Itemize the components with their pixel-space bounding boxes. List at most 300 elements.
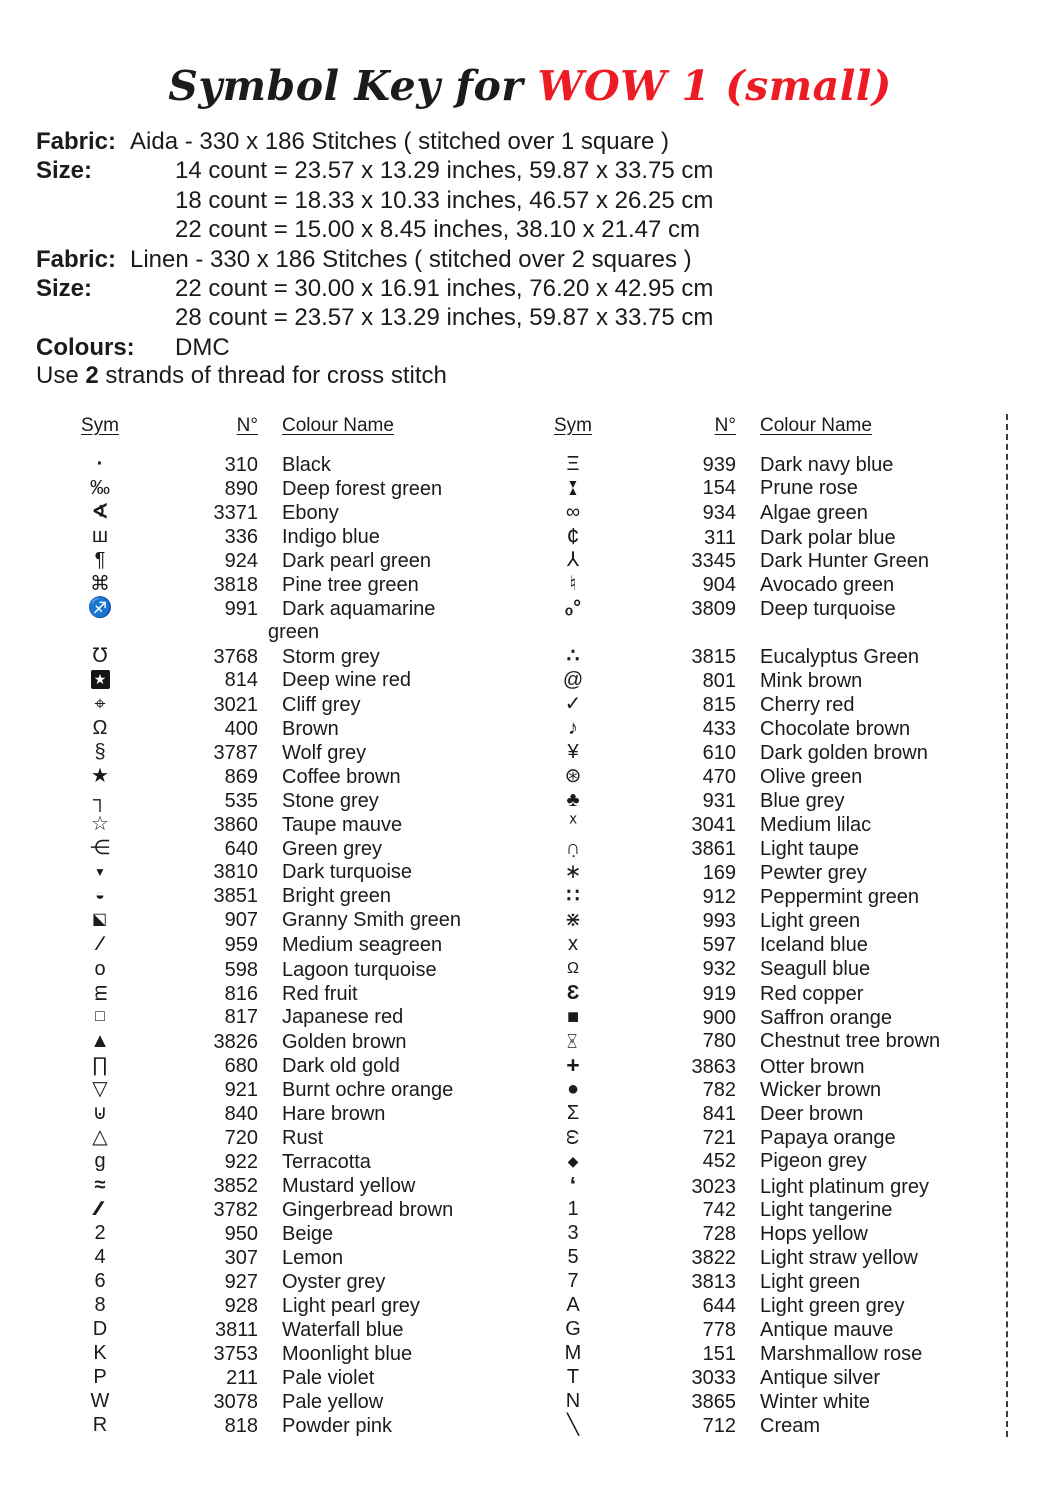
stitch-symbol: M xyxy=(564,1342,582,1365)
stitch-symbol: ● xyxy=(566,1077,580,1100)
dmc-number: 3863 xyxy=(691,1055,736,1078)
stitch-symbol: § xyxy=(94,741,106,764)
dmc-number: 950 xyxy=(224,1223,258,1246)
stitch-symbol: o xyxy=(94,957,106,980)
stitch-symbol: ┐ xyxy=(92,789,108,812)
stitch-symbol: m xyxy=(88,984,111,1001)
colour-name: Bright green xyxy=(282,885,391,908)
dmc-number: 597 xyxy=(702,934,736,957)
stitch-symbol: Ω xyxy=(92,717,108,740)
table-row xyxy=(535,692,1006,716)
colour-name: Light platinum grey xyxy=(760,1175,929,1198)
colour-name: Papaya orange xyxy=(760,1126,896,1149)
colour-name: Light green xyxy=(760,910,861,933)
colour-name: Dark polar blue xyxy=(760,526,896,549)
dmc-number: 400 xyxy=(224,718,258,741)
dmc-number: 3860 xyxy=(213,814,258,837)
table-row xyxy=(535,981,1006,1005)
colour-name: Chestnut tree brown xyxy=(760,1029,941,1052)
dmc-number: 931 xyxy=(702,790,736,813)
dmc-number: 3345 xyxy=(691,549,736,572)
stitch-symbol: ⊍ xyxy=(92,1101,108,1124)
colour-name: Gingerbread brown xyxy=(282,1199,454,1221)
colour-name: Algae green xyxy=(760,501,868,524)
stitch-symbol: ⌖ xyxy=(94,693,106,716)
stitch-symbol: ¢ xyxy=(566,522,580,549)
key-column-left xyxy=(60,414,522,1437)
spec-text: DMC xyxy=(175,333,230,361)
stitch-symbol: △ xyxy=(92,1125,108,1148)
stitch-symbol: ♐ xyxy=(87,596,113,619)
table-row xyxy=(60,884,522,908)
column-header-no: N° xyxy=(236,415,258,436)
dmc-number: 817 xyxy=(224,1005,258,1028)
stitch-symbol: ℧ xyxy=(92,644,108,667)
stitch-symbol: Ɛ xyxy=(566,981,580,1004)
table-row xyxy=(535,764,1006,788)
stitch-symbol: ∢ xyxy=(91,500,109,523)
dmc-number: 169 xyxy=(702,862,736,885)
stitch-symbol: ♮ xyxy=(569,572,577,595)
dmc-number: 336 xyxy=(224,525,258,548)
table-row xyxy=(535,476,1006,500)
colour-name: Mustard yellow xyxy=(282,1174,416,1197)
dmc-number: 3033 xyxy=(691,1367,736,1390)
table-row xyxy=(60,1245,522,1269)
title-text: Symbol Key for xyxy=(168,62,524,110)
dmc-number: 869 xyxy=(224,766,258,789)
colour-name: Powder pink xyxy=(282,1415,393,1438)
colour-name: Eucalyptus Green xyxy=(760,645,919,668)
colour-name: Red fruit xyxy=(282,982,358,1005)
colour-name: Pale violet xyxy=(282,1367,375,1390)
table-row xyxy=(60,716,522,740)
stitch-symbol: R xyxy=(92,1414,108,1437)
colour-name: Light tangerine xyxy=(760,1199,893,1221)
stitch-symbol: 5 xyxy=(567,1246,579,1269)
stitch-symbol: ■ xyxy=(566,1005,580,1028)
table-row xyxy=(535,1221,1006,1245)
table-row xyxy=(535,740,1006,764)
table-row xyxy=(535,1101,1006,1125)
stitch-symbol: ◪ xyxy=(92,911,108,929)
table-row xyxy=(60,1029,522,1053)
key-column-right xyxy=(535,414,1008,1437)
table-row xyxy=(535,1341,1006,1365)
table-row xyxy=(60,452,522,476)
column-header-sym: Sym xyxy=(554,415,592,436)
dmc-number: 535 xyxy=(224,790,258,813)
dmc-number: 610 xyxy=(702,742,736,765)
stitch-symbol: ¥ xyxy=(567,741,579,764)
table-row xyxy=(535,1149,1006,1173)
colour-name: Golden brown xyxy=(282,1030,407,1053)
dmc-number: 904 xyxy=(702,573,736,596)
table-row xyxy=(535,452,1006,476)
colour-name: Coffee brown xyxy=(282,766,401,789)
colour-name: Pale yellow xyxy=(282,1391,384,1414)
table-row xyxy=(60,764,522,788)
stitch-symbol: P xyxy=(93,1366,107,1389)
table-row xyxy=(535,668,1006,692)
stitch-symbol: N xyxy=(565,1390,581,1413)
table-row xyxy=(535,957,1006,981)
stitch-symbol: ☆ xyxy=(91,813,109,836)
dmc-number: 720 xyxy=(224,1126,258,1149)
dmc-number: 841 xyxy=(702,1102,736,1125)
spec-text: 18 count = 18.33 x 10.33 inches, 46.57 x 26.25 cm xyxy=(175,186,714,214)
dmc-number: 470 xyxy=(702,766,736,789)
colour-name: Ebony xyxy=(282,501,339,524)
table-row xyxy=(60,788,522,812)
spec-line xyxy=(36,303,1040,332)
colour-name: Deer brown xyxy=(760,1102,864,1125)
stitch-symbol: ◆ xyxy=(567,1152,579,1169)
stitch-symbol: ▼ xyxy=(94,865,106,880)
table-row xyxy=(535,836,1006,860)
dmc-number: 924 xyxy=(224,549,258,572)
table-row xyxy=(535,716,1006,740)
colour-name: Moonlight blue xyxy=(282,1343,413,1366)
colour-name: green xyxy=(268,620,320,643)
spec-text: Aida - 330 x 186 Stitches ( stitched over 1 square ) xyxy=(130,128,669,155)
dmc-number: 154 xyxy=(702,476,736,499)
spec-text: 22 count = 15.00 x 8.45 inches, 38.10 x 21.47 cm xyxy=(175,216,701,244)
stitch-symbol: ⌘ xyxy=(90,572,110,595)
dmc-number: 433 xyxy=(702,718,736,741)
table-row xyxy=(60,1317,522,1341)
colour-name: Chocolate brown xyxy=(760,718,911,741)
table-row xyxy=(60,644,522,668)
colour-name: Pewter grey xyxy=(760,862,867,885)
spec-label: Size: xyxy=(36,157,93,185)
dmc-number: 3809 xyxy=(691,597,736,620)
colour-name: Saffron orange xyxy=(760,1006,892,1029)
page-title xyxy=(0,62,1060,110)
colour-name: Storm grey xyxy=(282,645,380,668)
dmc-number: 3782 xyxy=(213,1199,258,1221)
table-row xyxy=(60,812,522,836)
table-row xyxy=(535,1125,1006,1149)
stitch-symbol: ►◄ xyxy=(566,478,581,492)
colour-name: Light pearl grey xyxy=(282,1295,420,1318)
colour-name: Dark turquoise xyxy=(282,861,413,884)
colour-name: Lagoon turquoise xyxy=(282,958,437,981)
dmc-number: 928 xyxy=(224,1295,258,1318)
colour-name: Granny Smith green xyxy=(282,909,461,932)
spec-line xyxy=(36,186,1040,215)
table-row xyxy=(60,1365,522,1389)
colour-name: Taupe mauve xyxy=(282,814,403,837)
dmc-number: 3852 xyxy=(213,1174,258,1197)
table-row xyxy=(535,1197,1006,1221)
table-row xyxy=(535,1005,1006,1029)
dmc-number: 3861 xyxy=(691,838,736,861)
stitch-symbol: ∷ xyxy=(566,885,580,908)
table-row xyxy=(60,981,522,1005)
dmc-number: 780 xyxy=(702,1029,736,1052)
table-row xyxy=(535,1317,1006,1341)
spec-line xyxy=(36,274,1040,303)
stitch-symbol: ш xyxy=(91,524,109,547)
colour-name: Winter white xyxy=(760,1391,871,1414)
column-header-sym: Sym xyxy=(81,415,119,436)
colour-name: Rust xyxy=(282,1126,324,1149)
colour-name: Hare brown xyxy=(282,1102,386,1125)
dmc-number: 3813 xyxy=(691,1271,736,1294)
table-header xyxy=(535,414,1006,438)
colour-name: Pigeon grey xyxy=(760,1150,867,1173)
colour-name: Olive green xyxy=(760,766,863,789)
spec-line xyxy=(36,127,1040,156)
stitch-symbol: + xyxy=(566,1051,580,1078)
dmc-number: 598 xyxy=(224,958,258,981)
dmc-number: 991 xyxy=(224,597,258,620)
table-row xyxy=(60,572,522,596)
dmc-number: 3815 xyxy=(691,645,736,668)
table-row xyxy=(60,1269,522,1293)
table-row xyxy=(535,1077,1006,1101)
table-row xyxy=(535,524,1006,548)
table-row xyxy=(535,1389,1006,1413)
colour-name: Mink brown xyxy=(760,669,863,692)
dmc-number: 919 xyxy=(702,982,736,1005)
table-row xyxy=(60,932,522,956)
table-row xyxy=(60,908,522,932)
dmc-number: 3768 xyxy=(213,645,258,668)
stitch-symbol: ◒ xyxy=(95,887,105,905)
dmc-number: 939 xyxy=(702,453,736,476)
spec-label: Fabric: xyxy=(36,128,117,155)
stitch-symbol xyxy=(60,1197,140,1223)
stitch-symbol: ⅄ xyxy=(566,548,580,571)
table-row xyxy=(60,1413,522,1437)
dmc-number: 993 xyxy=(702,910,736,933)
table-row xyxy=(535,500,1006,524)
colour-name: Stone grey xyxy=(282,790,379,813)
dmc-number: 927 xyxy=(224,1271,258,1294)
stitch-symbol: ♪ xyxy=(568,717,578,740)
dmc-number: 3023 xyxy=(691,1175,736,1198)
dmc-number: 3787 xyxy=(213,742,258,765)
colour-name: Iceland blue xyxy=(760,934,868,957)
table-row xyxy=(535,644,1006,668)
table-row xyxy=(535,812,1006,836)
colour-name: Antique silver xyxy=(760,1367,881,1390)
table-row xyxy=(535,1029,1006,1053)
table-row xyxy=(535,1293,1006,1317)
dmc-number: 3851 xyxy=(213,885,258,908)
spec-label: Colours: xyxy=(36,333,135,361)
colour-name: Medium lilac xyxy=(760,814,872,837)
table-row xyxy=(60,1221,522,1245)
stitch-symbol: A xyxy=(566,1294,580,1317)
dmc-number: 3818 xyxy=(213,573,258,596)
spec-label: Fabric: xyxy=(36,245,117,273)
dmc-number: 778 xyxy=(702,1319,736,1342)
dmc-number: 900 xyxy=(702,1006,736,1029)
colour-name: Oyster grey xyxy=(282,1271,386,1294)
colour-name: Antique mauve xyxy=(760,1319,894,1342)
colour-name: Dark pearl green xyxy=(282,549,431,572)
dmc-number: 310 xyxy=(224,453,258,476)
fabric-specs xyxy=(36,127,1040,362)
colour-name: Hops yellow xyxy=(760,1223,868,1246)
colour-name: Marshmallow rose xyxy=(760,1343,923,1366)
column-header-name: Colour Name xyxy=(282,415,394,436)
table-row xyxy=(60,957,522,981)
spec-text: 28 count = 23.57 x 13.29 inches, 59.87 x 33.75 cm xyxy=(175,304,714,332)
dmc-number: 3021 xyxy=(213,694,258,717)
spec-line xyxy=(36,215,1040,244)
stitch-symbol: ▽ xyxy=(92,1077,108,1100)
colour-name: Pine tree green xyxy=(282,573,419,596)
colour-name: Cream xyxy=(760,1415,821,1438)
dmc-number: 816 xyxy=(224,982,258,1005)
stitch-symbol: ★ xyxy=(91,765,109,788)
stitch-symbol: W xyxy=(90,1390,110,1413)
dmc-number: 3822 xyxy=(691,1247,736,1270)
dmc-number: 3811 xyxy=(214,1319,258,1342)
dmc-number: 932 xyxy=(702,957,736,980)
table-row xyxy=(535,1269,1006,1293)
colour-name: Blue grey xyxy=(760,790,845,813)
dmc-number: 818 xyxy=(224,1415,258,1438)
stitch-symbol: ♣ xyxy=(566,789,580,812)
table-row xyxy=(60,836,522,860)
stitch-symbol: 3 xyxy=(567,1222,579,1245)
dmc-number: 922 xyxy=(224,1150,258,1173)
stitch-symbol: Σ xyxy=(566,1101,580,1124)
column-header-no: N° xyxy=(714,415,736,436)
stitch-symbol: G xyxy=(565,1318,581,1341)
spec-line xyxy=(36,245,1040,274)
stitch-symbol: K xyxy=(93,1342,107,1365)
colour-name: Otter brown xyxy=(760,1055,865,1078)
table-row xyxy=(60,1053,522,1077)
colour-name: Wolf grey xyxy=(282,742,367,765)
colour-name: Light straw yellow xyxy=(760,1247,918,1270)
stitch-symbol: D xyxy=(92,1318,108,1341)
dmc-number: 3810 xyxy=(213,861,258,884)
colour-name: Deep turquoise xyxy=(760,597,896,620)
stitch-symbol: ω xyxy=(562,1129,585,1145)
table-row xyxy=(535,596,1006,620)
table-row xyxy=(535,860,1006,884)
table-row xyxy=(60,596,522,620)
stitch-symbol: ₒ° xyxy=(564,596,582,619)
table-row xyxy=(535,1053,1006,1077)
table-row xyxy=(60,1149,522,1173)
strands-note-post: strands of thread for cross stitch xyxy=(98,362,447,389)
colour-name: Medium seagreen xyxy=(282,934,443,957)
table-row xyxy=(60,500,522,524)
colour-name: Cherry red xyxy=(760,694,855,717)
table-row xyxy=(535,1413,1006,1437)
table-row xyxy=(60,476,522,500)
dmc-number: 801 xyxy=(702,669,736,692)
dmc-number: 742 xyxy=(702,1199,736,1221)
table-row xyxy=(60,1125,522,1149)
stitch-symbol: · xyxy=(96,452,104,475)
table-row xyxy=(60,548,522,572)
colour-name: Dark navy blue xyxy=(760,453,894,476)
stitch-symbol: ⋲ xyxy=(90,837,110,860)
table-row xyxy=(60,620,522,644)
dmc-number: 3865 xyxy=(691,1391,736,1414)
strands-note-pre: Use xyxy=(36,362,86,389)
stitch-symbol: ‰ xyxy=(90,476,110,499)
table-row xyxy=(535,572,1006,596)
colour-name: Dark golden brown xyxy=(760,742,928,765)
table-row xyxy=(60,1389,522,1413)
stitch-symbol: ∕ xyxy=(98,933,102,956)
stitch-symbol: ✓ xyxy=(564,693,582,716)
spec-label: Size: xyxy=(36,274,93,302)
colour-name: Light taupe xyxy=(760,838,859,861)
table-row xyxy=(60,524,522,548)
dmc-number: 934 xyxy=(702,501,736,524)
table-row xyxy=(60,668,522,692)
colour-name: Cliff grey xyxy=(282,694,361,717)
stitch-symbol: 6 xyxy=(94,1270,106,1293)
dmc-number: 680 xyxy=(224,1054,258,1077)
dmc-number: 912 xyxy=(702,886,736,909)
stitch-symbol: ∗ xyxy=(564,861,582,884)
dmc-number: 3041 xyxy=(691,814,736,837)
colour-name: Brown xyxy=(282,718,339,741)
strands-note xyxy=(36,361,447,390)
stitch-symbol: ∩̣ xyxy=(565,837,581,860)
table-row xyxy=(60,1341,522,1365)
colour-name: Avocado green xyxy=(760,573,895,596)
colour-name: Green grey xyxy=(282,838,383,861)
spec-line xyxy=(36,156,1040,185)
stitch-symbol: ∞ xyxy=(565,500,581,523)
dmc-number: 721 xyxy=(702,1126,736,1149)
colour-name: Japanese red xyxy=(282,1005,404,1028)
stitch-symbol: x xyxy=(568,933,578,956)
dmc-number: 728 xyxy=(702,1223,736,1246)
dmc-number: 640 xyxy=(224,838,258,861)
dmc-number: 959 xyxy=(224,934,258,957)
dmc-number: 814 xyxy=(224,668,258,691)
colour-name: Beige xyxy=(282,1223,334,1246)
table-row xyxy=(60,1101,522,1125)
colour-name: Wicker brown xyxy=(760,1078,882,1101)
stitch-symbol: ★ xyxy=(60,668,140,692)
dmc-number: 782 xyxy=(702,1078,736,1101)
table-row xyxy=(535,788,1006,812)
dmc-number: 311 xyxy=(704,526,736,549)
table-row xyxy=(60,1197,522,1221)
stitch-symbol: ‘ xyxy=(569,1171,577,1198)
dmc-number: 151 xyxy=(702,1343,736,1366)
dmc-number: 452 xyxy=(702,1150,736,1173)
stitch-symbol: 2 xyxy=(94,1222,106,1245)
table-row xyxy=(60,860,522,884)
stitch-symbol: T xyxy=(566,1366,580,1389)
table-row xyxy=(60,1293,522,1317)
title-highlight: WOW 1 (small) xyxy=(537,62,892,110)
colour-name: Dark aquamarine xyxy=(282,597,436,620)
dmc-number: 907 xyxy=(224,909,258,932)
table-row xyxy=(60,692,522,716)
table-row xyxy=(535,932,1006,956)
table-row xyxy=(535,1245,1006,1269)
stitch-symbol: 8 xyxy=(94,1294,106,1317)
stitch-symbol: ∏ xyxy=(91,1053,109,1076)
